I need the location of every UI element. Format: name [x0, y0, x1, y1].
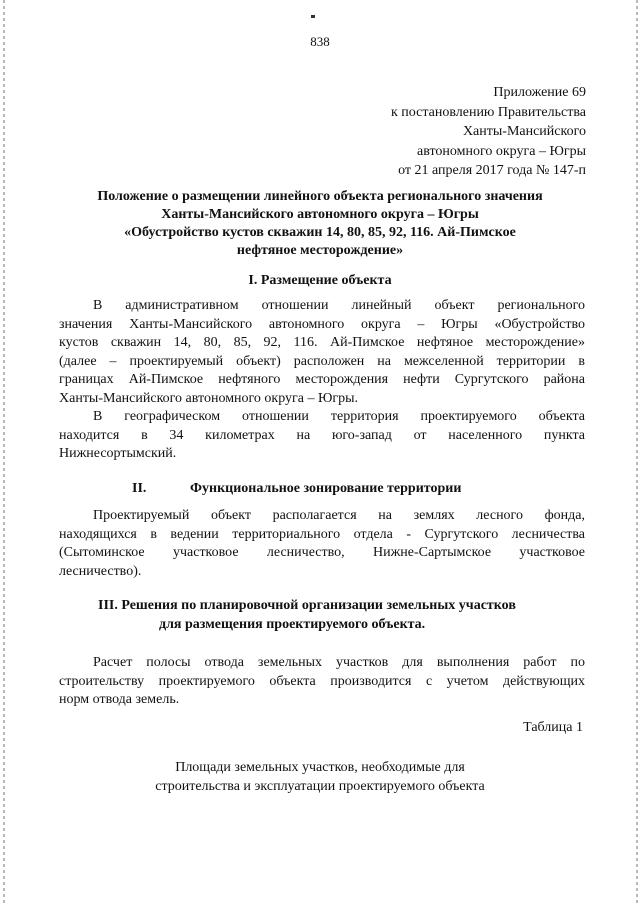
table-caption-line: Площади земельных участков, необходимые для — [175, 760, 465, 775]
paragraph-line: (Сытоминское участковое лесничество, Нижне-Сартымское участковое — [59, 545, 585, 560]
section-2-heading: Функциональное зонирование территории — [190, 481, 462, 496]
appendix-line: Приложение 69 — [493, 85, 586, 100]
paragraph-line: лесничество). — [59, 563, 142, 579]
title-line: «Обустройство кустов скважин 14, 80, 85, 92, 116. Ай-Пимское — [124, 225, 516, 240]
document-title — [40, 188, 600, 260]
appendix-block — [391, 83, 586, 181]
section-1-paragraph-1 — [59, 297, 585, 408]
appendix-line: от 21 апреля 2017 года № 147-п — [398, 163, 586, 178]
paragraph-line: значения Ханты-Мансийского автономного округа – Югры «Обустройство — [59, 316, 585, 332]
section-3-heading-line-2: для размещения проектируемого объекта. — [159, 617, 426, 632]
section-2-number: II. — [132, 481, 147, 496]
section-1-paragraph-2 — [59, 408, 585, 464]
paragraph-line: В географическом отношении территория проектируемого объекта — [93, 409, 585, 424]
paragraph-line: норм отвода земель. — [59, 692, 180, 707]
appendix-line: к постановлению Правительства — [390, 104, 586, 120]
paragraph-line: Ханты-Мансийского автономного округа – Югры. — [59, 390, 359, 406]
paragraph-line: (далее – проектируемый объект) расположен на межселенной территории в — [59, 353, 585, 369]
paragraph-line: Расчет полосы отвода земельных участков для выполнения работ по — [93, 655, 585, 670]
section-2-paragraph-1 — [59, 507, 585, 581]
table-caption — [40, 758, 600, 796]
paragraph-line: границах Ай-Пимское нефтяного месторождения нефти Сургутского района — [59, 372, 585, 387]
section-1-heading: I. Размещение объекта — [248, 273, 392, 288]
scan-right-edge — [636, 0, 638, 905]
section-3-heading-line-1: III. Решения по планировочной организации земельных участков — [98, 598, 516, 613]
paragraph-line: строительству проектируемого объекта производится с учетом действующих — [59, 673, 585, 689]
paragraph-line: находится в 34 километрах на юго-запад от населенного пункта — [59, 427, 585, 443]
title-line: Ханты-Мансийского автономного округа – Югры — [161, 207, 479, 222]
page-number: 838 — [310, 34, 330, 49]
table-caption-line: строительства и эксплуатации проектируемого объекта — [155, 779, 485, 794]
paragraph-line: В административном отношении линейный объект регионального — [93, 298, 585, 313]
section-3-paragraph-1 — [59, 654, 585, 710]
paragraph-line: Нижнесортымский. — [59, 446, 177, 461]
scan-left-edge — [3, 0, 5, 905]
paragraph-line: Проектируемый объект располагается на землях лесного фонда, — [93, 508, 585, 523]
title-line: Положение о размещении линейного объекта регионального значения — [97, 189, 543, 204]
appendix-line: автономного округа – Югры — [417, 143, 586, 159]
scan-mark — [311, 15, 315, 18]
paragraph-line: кустов скважин 14, 80, 85, 92, 116. Ай-Пимское нефтяное месторождение» — [59, 335, 585, 350]
paragraph-line: находящихся в ведении территориального отдела - Сургутского лесничества — [59, 526, 585, 542]
table-label: Таблица 1 — [523, 720, 583, 735]
appendix-line: Ханты-Мансийского — [462, 124, 586, 139]
title-line: нефтяное месторождение» — [236, 243, 404, 258]
